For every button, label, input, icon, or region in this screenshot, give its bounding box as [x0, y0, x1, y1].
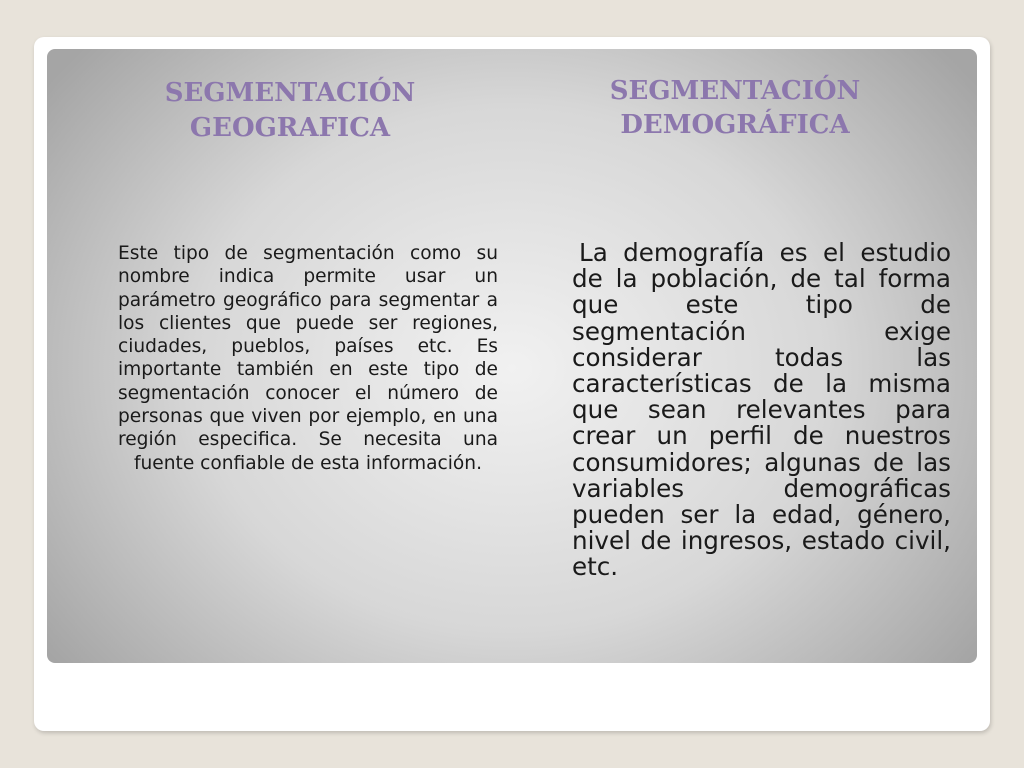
geographic-segmentation-heading: SEGMENTACIÓN GEOGRAFICA: [164, 78, 416, 143]
demographic-segmentation-heading: SEGMENTACIÓN DEMOGRÁFICA: [609, 76, 861, 140]
geographic-segmentation-text: Este tipo de segmentación como su nombre indica permite usar un parámetro geográfico para segmentar a los clientes que puede ser regiones, ciudades, pueblos, países etc. Es importante también en este tipo de segmentación conocer el número de personas que viven por ejemplo, en una región especifica. Se necesita una fuente confiable de esta información.: [118, 243, 498, 474]
demographic-segmentation-text: La demografía es el estudio de la población, de tal forma que este tipo de segmentación exige considerar todas las características de la misma que sean relevantes para crear un perfil de nuestros consumidores; algunas de las variables demográficas pueden ser la edad, género, nivel de ingresos, estado civil, etc.: [572, 238, 951, 582]
